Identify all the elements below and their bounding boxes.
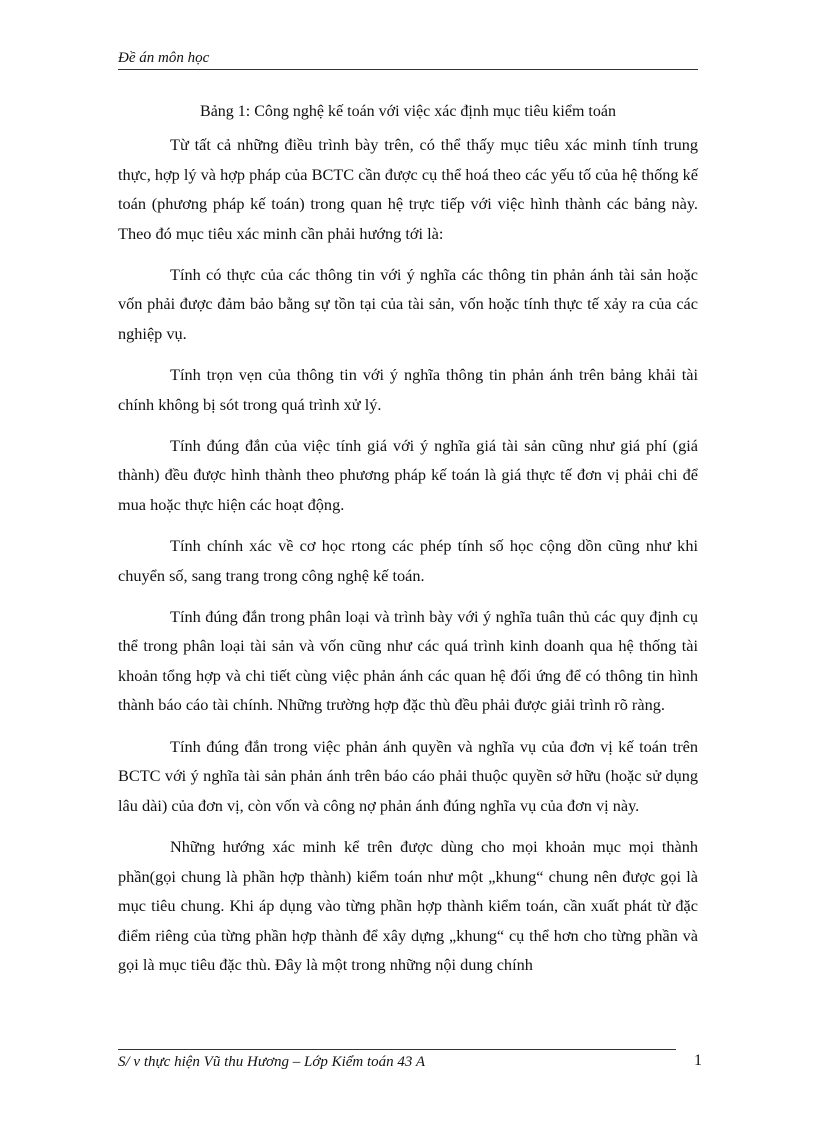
paragraph: Tính đúng đắn trong việc phản ánh quyền và nghĩa vụ của đơn vị kế toán trên BCTC với ý nghĩa tài sản phản ánh trên báo cáo phải thuộc quyền sở hữu (hoặc sử dụng lâu dài) của đơn vị, còn vốn và công nợ phản ánh đúng nghĩa vụ của đơn vị này.	[118, 736, 698, 815]
page-footer	[118, 1049, 676, 1071]
header-title: Đề án môn học	[118, 50, 210, 66]
paragraph: Tính đúng đắn trong phân loại và trình bày với ý nghĩa tuân thủ các quy định cụ thể trong phân loại tài sản và vốn cũng như các quá trình kinh doanh qua hệ thống tài khoản tổng hợp và chi tiết cùng việc phản ánh các quan hệ đối ứng để có thông tin hình thành báo cáo tài chính. Những trường hợp đặc thù đều phải được giải trình rõ ràng.	[118, 606, 698, 715]
footer-text: S/ v thực hiện Vũ thu Hương – Lớp Kiểm toán 43 A	[118, 1054, 426, 1070]
paragraph: Từ tất cả những điều trình bày trên, có thể thấy mục tiêu xác minh tính trung thực, hợp lý và hợp pháp của BCTC cần được cụ thể hoá theo các yếu tố của hệ thống kế toán (phương pháp kế toán) trong quan hệ trực tiếp với việc hình thành các bảng này. Theo đó mục tiêu xác minh cần phải hướng tới là:	[118, 135, 698, 243]
page-number: 1	[694, 1052, 702, 1069]
body-text	[118, 130, 698, 980]
paragraph: Những hướng xác minh kể trên được dùng cho mọi khoản mục mọi thành phần(gọi chung là phần hợp thành) kiểm toán như một „khung“ chung nên được gọi là mục tiêu chung. Khi áp dụng vào từng phần hợp thành kiểm toán, cần xuất phát từ đặc điểm riêng của từng phần hợp thành để xây dựng „khung“ cụ thể hơn cho từng phần và gọi là mục tiêu đặc thù. Đây là một trong những nội dung chính	[118, 837, 698, 975]
paragraph: Tính đúng đắn của việc tính giá với ý nghĩa giá tài sản cũng như giá phí (giá thành) đều được hình thành theo phương pháp kế toán là giá thực tế đơn vị phải chi để mua hoặc thực hiện các hoạt động.	[118, 435, 698, 514]
paragraph: Tính có thực của các thông tin với ý nghĩa các thông tin phản ánh tài sản hoặc vốn phải được đảm bảo bằng sự tồn tại của tài sản, vốn hoặc tính thực tế xảy ra của các nghiệp vụ.	[118, 264, 698, 343]
table-caption: Bảng 1: Công nghệ kế toán với việc xác định mục tiêu kiểm toán	[200, 103, 616, 120]
page-header	[118, 50, 698, 70]
paragraph: Tính trọn vẹn của thông tin với ý nghĩa thông tin phản ánh trên bảng khải tài chính không bị sót trong quá trình xử lý.	[118, 365, 698, 414]
paragraph: Tính chính xác về cơ học rtong các phép tính số học cộng dồn cũng như khi chuyển số, sang trang trong công nghệ kế toán.	[118, 536, 698, 585]
